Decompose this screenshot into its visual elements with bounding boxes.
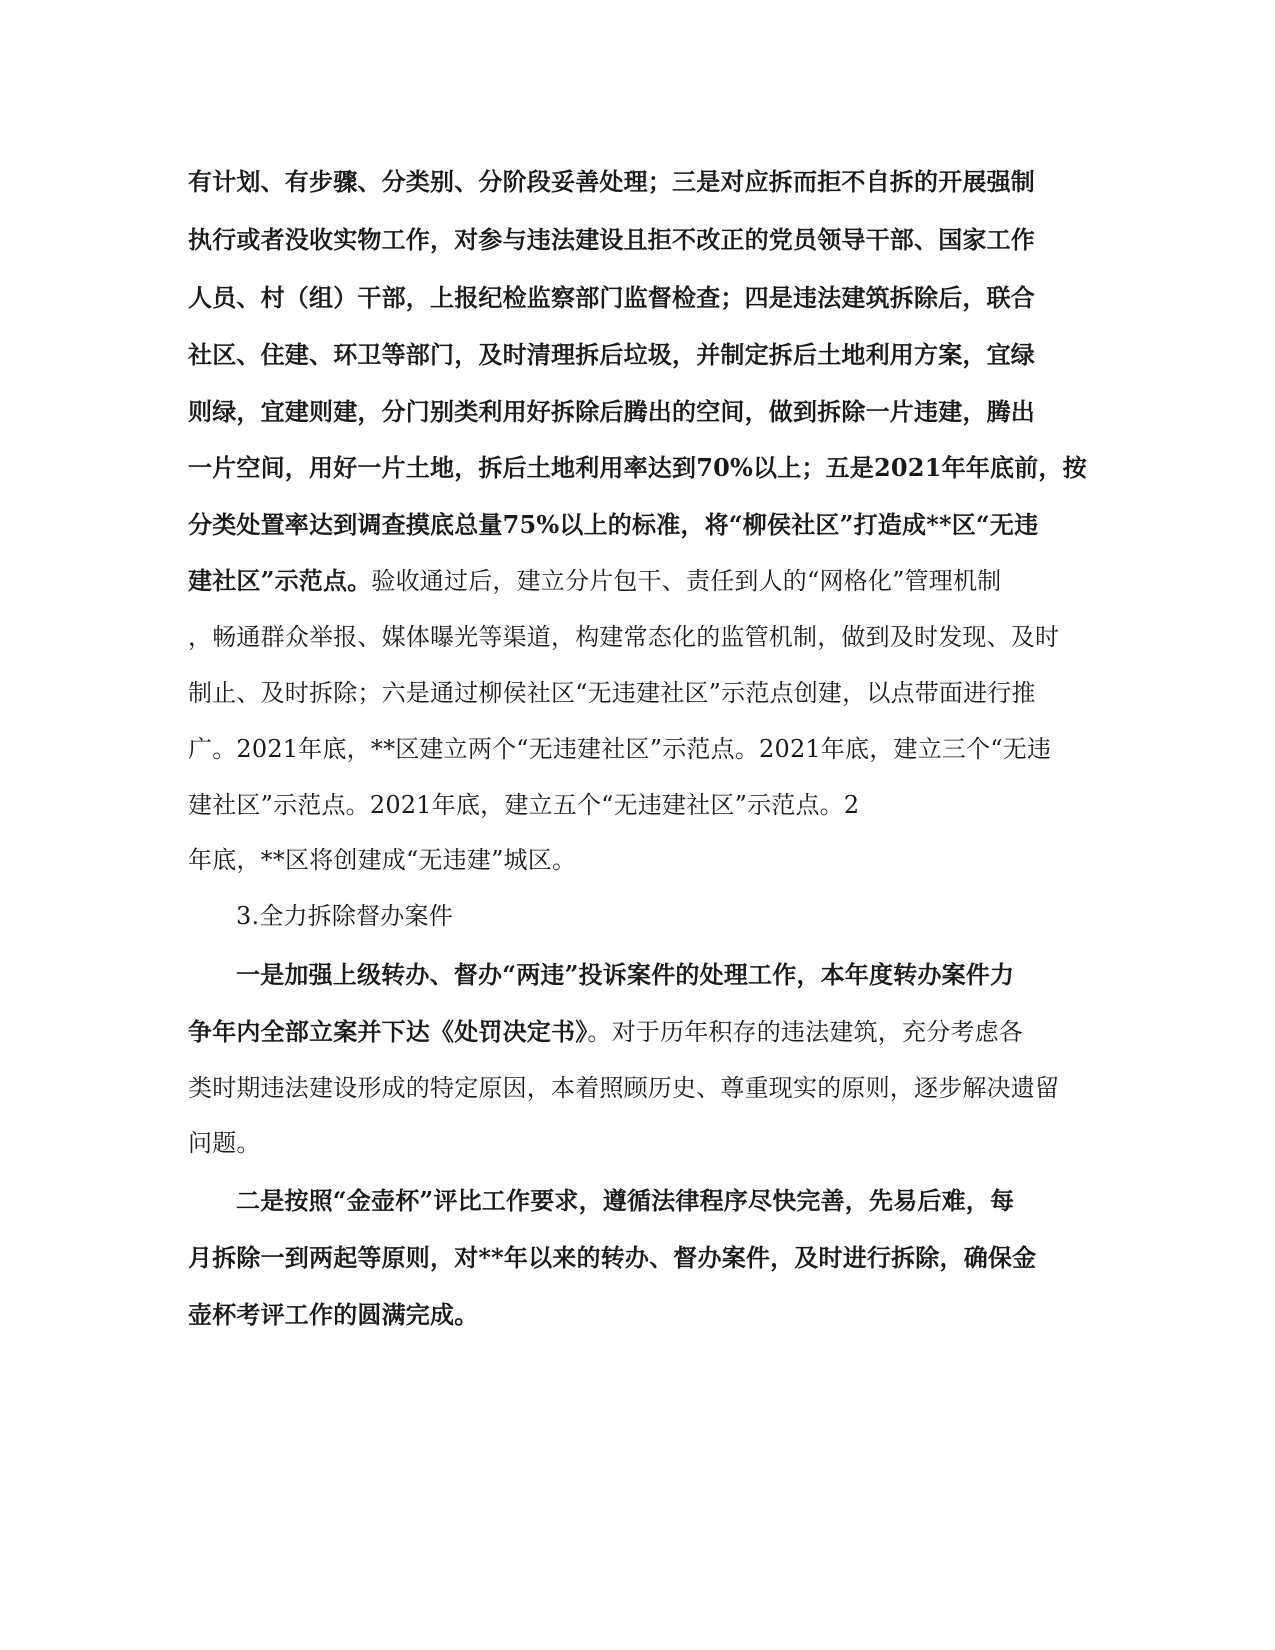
text-run: 类时期违法建设形成的特定原因，本着照顾历史、尊重现实的原则，逐步解决遗留 (188, 1074, 1060, 1102)
paragraph-line (188, 340, 1088, 370)
paragraph-line (188, 1073, 1088, 1103)
paragraph-line (188, 790, 1088, 820)
paragraph-line (188, 622, 1088, 652)
text-run-bold: 争年内全部立案并下达《处罚决定书》 (188, 1017, 588, 1046)
paragraph-line (188, 510, 1088, 540)
text-run: ，畅通群众举报、媒体曝光等渠道，构建常态化的监管机制，做到及时发现、及时 (188, 623, 1060, 651)
section-heading (236, 901, 1136, 931)
text-run: 广。2021年底，**区建立两个“无违建社区”示范点。2021年底，建立三个“无违 (188, 735, 1052, 763)
text-run: 一片空间，用好一片土地，拆后土地利用率达到70%以上；五是2021年年底前，按 (188, 453, 1087, 482)
text-run: 建社区”示范点。2021年底，建立五个“无违建社区”示范点。2 (188, 791, 860, 819)
paragraph-line (188, 566, 1088, 596)
text-run: 有计划、有步骤、分类别、分阶段妥善处理；三是对应拆而拒不自拆的开展强制 (188, 167, 1035, 196)
text-run: 问题。 (188, 1129, 261, 1157)
text-run: 年底，**区将创建成“无违建”城区。 (188, 846, 577, 874)
text-run: 人员、村（组）干部，上报纪检监察部门监督检查；四是违法建筑拆除后，联合 (188, 283, 1035, 312)
text-run: 二是按照“金壶杯”评比工作要求，遵循法律程序尽快完善，先易后难，每 (236, 1186, 1015, 1215)
text-run: 。对于历年积存的违法建筑，充分考虑各 (587, 1018, 1024, 1046)
paragraph-line (188, 1243, 1088, 1273)
paragraph-line (188, 1300, 1088, 1330)
text-run: 3.全力拆除督办案件 (236, 902, 453, 930)
paragraph-line (188, 167, 1088, 197)
text-run: 社区、住建、环卫等部门，及时清理拆后垃圾，并制定拆后土地利用方案，宜绿 (188, 340, 1035, 369)
paragraph-line (188, 453, 1088, 483)
paragraph-line (236, 1186, 1136, 1216)
paragraph-line (188, 397, 1088, 427)
text-run: 月拆除一到两起等原则，对**年以来的转办、督办案件，及时进行拆除，确保金 (188, 1243, 1037, 1272)
paragraph-line (188, 1017, 1088, 1047)
paragraph-line (188, 1128, 1088, 1158)
text-run: 验收通过后，建立分片包干、责任到人的“网格化”管理机制 (371, 567, 1002, 595)
text-run: 则绿，宜建则建，分门别类利用好拆除后腾出的空间，做到拆除一片违建，腾出 (188, 397, 1035, 426)
paragraph-line (188, 678, 1088, 708)
text-run: 一是加强上级转办、督办“两违”投诉案件的处理工作，本年度转办案件力 (236, 960, 1015, 989)
paragraph-line (188, 225, 1088, 255)
text-run: 制止、及时拆除；六是通过柳侯社区“无违建社区”示范点创建，以点带面进行推 (188, 679, 1036, 707)
text-run: 分类处置率达到调查摸底总量75%以上的标准，将“柳侯社区”打造成**区“无违 (188, 510, 1039, 539)
paragraph-line (236, 960, 1136, 990)
paragraph-line (188, 283, 1088, 313)
text-run-bold: 建社区”示范点。 (188, 566, 372, 595)
text-run: 执行或者没收实物工作，对参与违法建设且拒不改正的党员领导干部、国家工作 (188, 225, 1035, 254)
paragraph-line (188, 734, 1088, 764)
text-run: 壶杯考评工作的圆满完成。 (188, 1300, 479, 1329)
paragraph-line (188, 845, 1088, 875)
